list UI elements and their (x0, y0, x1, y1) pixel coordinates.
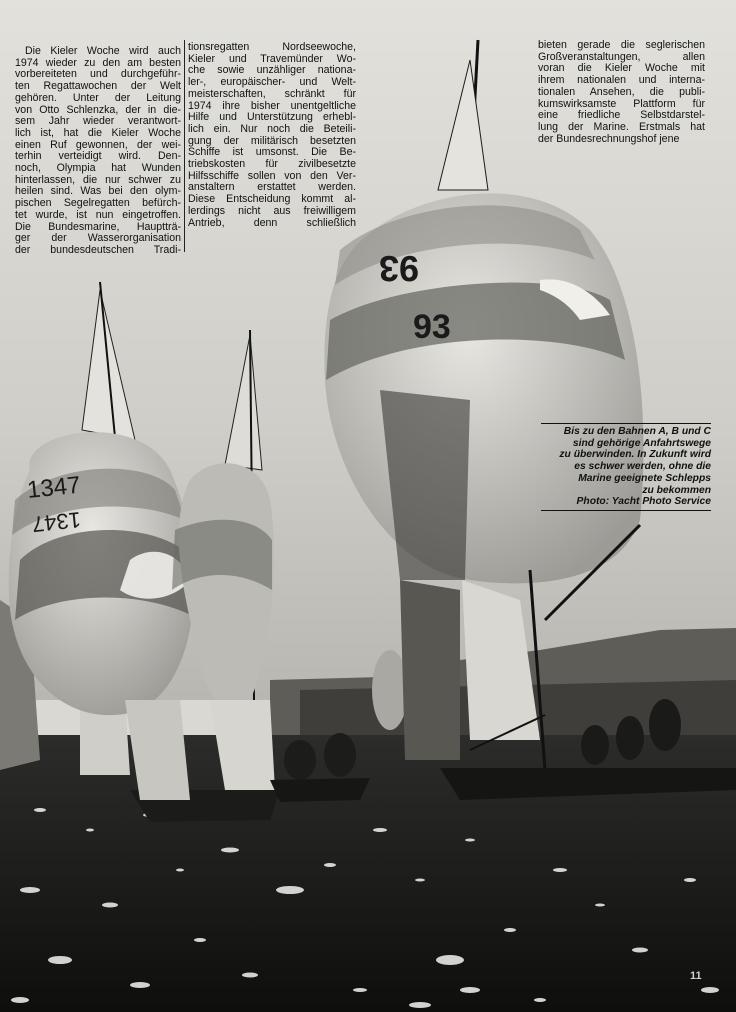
text-line: der bundesdeutschen Tradi- (15, 243, 181, 256)
photo-caption (541, 423, 711, 511)
text-line: ten Regattawochen der Welt (15, 80, 181, 93)
text-line: vorbereiteten und durchgeführ- (15, 68, 181, 81)
text-line: meisterschaften, schränkt für (188, 87, 356, 100)
caption-line: es schwer werden, ohne die (574, 461, 711, 473)
text-line: Diese Entscheidung kommt al- (188, 193, 356, 206)
text-line: ger der Wasserorganisation (15, 232, 181, 245)
text-line: ler-, europäischer- und Welt- (188, 76, 356, 89)
caption-line: zu überwinden. In Zukunft wird (559, 449, 711, 461)
text-line: Antrieb, denn schließlich (188, 216, 356, 229)
column-rule (184, 40, 185, 252)
text-line: tionsregatten Nordseewoche, (188, 41, 356, 53)
text-line: gung der militärisch besetzten (188, 134, 356, 147)
sail-number-93-a: 93 (378, 248, 419, 289)
text-line: lerdings nicht aus freiwilligem (188, 204, 356, 217)
text-line: sem Jahr wieder verantwort- (15, 115, 181, 128)
caption-line: sind gehörige Anfahrtswege (572, 437, 711, 449)
article-column-3 (538, 40, 705, 145)
article-column-1 (15, 46, 181, 257)
text-line: Großveranstaltungen, allen (538, 50, 705, 63)
sail-number-1347-b: 1347 (30, 507, 83, 538)
caption-line: Bis zu den Bahnen A, B und C (563, 426, 711, 437)
text-line: Kieler und Travemünder Wo- (188, 52, 356, 65)
text-line: kumswirksamste Plattform für (538, 97, 705, 110)
text-line: der Bundesrechnungshof jene (538, 132, 680, 145)
text-line: tet wurde, ist nun eingetroffen. (15, 208, 181, 221)
caption-line: Marine geeignete Schlepps (578, 472, 711, 484)
text-line: 1974 wieder zu den am besten (15, 56, 181, 69)
text-line: Die Bundesmarine, Hauptträ- (15, 220, 181, 233)
text-line: Schiffe ist umsonst. Die Be- (188, 146, 356, 159)
text-line: heilen sind. Was bei den olym- (15, 185, 181, 198)
text-line: bieten gerade die seglerischen (538, 39, 705, 51)
text-line: lung der Marine. Erstmals hat (538, 120, 705, 133)
caption-line: zu bekommen (642, 484, 711, 496)
text-line: che sowie unzähliger nationa- (188, 64, 356, 77)
text-line: einen Ruf gewonnen, der wei- (15, 138, 181, 151)
text-line: hinterlassen, die nur schwer zu (15, 173, 181, 186)
sail-number-1347-a: 1347 (25, 471, 82, 504)
photo-credit: Photo: Yacht Photo Service (576, 496, 711, 508)
text-line: voran die Kieler Woche mit (538, 62, 705, 75)
text-line: terhin verteidigt wird. Den- (15, 150, 181, 163)
text-line: triebskosten für zivilbesetzte (188, 158, 356, 171)
text-line: ihrem nationalen und interna- (538, 74, 705, 87)
text-line: Hilfsschiffe sollen von den Ver- (188, 169, 356, 182)
text-line: tionalen Ansehen, die publi- (538, 85, 705, 98)
text-line: anstaltern erstattet werden. (188, 181, 356, 194)
text-line: pischen Segelregatten befürch- (15, 197, 181, 210)
sail-number-93-b: 93 (413, 308, 451, 346)
text-line: lich ist, hat die Kieler Woche (15, 126, 181, 139)
text-line: noch, Olympia hat Wunden (15, 162, 181, 175)
text-line: gehören. Unter der Leitung (15, 91, 181, 104)
page-number: 11 (690, 970, 702, 982)
text-line: von Otto Schlenzka, der in die- (15, 103, 181, 116)
text-line: Die Kieler Woche wird auch (25, 45, 181, 57)
text-line: eine friedliche Selbstdarstel- (538, 109, 705, 122)
text-line: Hilfe und Unterstützung erhebl- (188, 111, 356, 124)
text-line: lich ein. Nur noch die Beteili- (188, 122, 356, 135)
text-line: 1974 ihre bisher unentgeltliche (188, 99, 356, 112)
article-column-2 (188, 42, 356, 229)
